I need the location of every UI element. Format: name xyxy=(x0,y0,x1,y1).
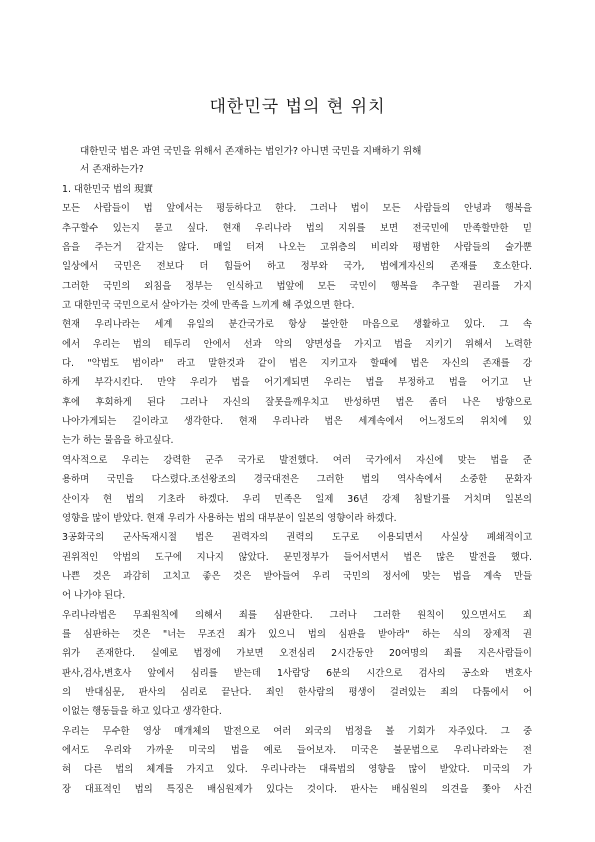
body-line: 고 대한민국 국민으로서 살아가는 것에 만족을 느끼게 해 주었으면 한다. xyxy=(62,300,355,312)
body-line: 산이자 현 법의 기초라 하겠다. 우리 민족은 일제 36년 강제 침탈기를 거치며 일본의 xyxy=(62,493,532,505)
intro-line: 서 존재하는가? xyxy=(80,164,144,175)
body-line: 를 심판하는 것은 "너는 무조건 죄가 있으니 법의 심판을 받아라" 하는 식의 장제적 권 xyxy=(62,628,532,640)
body-line: 나아가게되는 길이라고 생각한다. 현재 우리나라 법은 세계속에서 어느정도의 위치에 있 xyxy=(62,416,532,428)
body-text xyxy=(62,180,532,799)
body-line: 이없는 행동들을 하고 있다고 생각한다. xyxy=(62,706,222,718)
body-line: 에서도 우리와 가까운 미국의 법을 예로 들어보자. 미국은 불문법으로 우리나라와는 전 xyxy=(62,744,532,756)
body-line: 나쁜 것은 과감히 고치고 좋은 것은 받아들여 우리 국민의 정서에 맞는 법을 계속 만들 xyxy=(62,570,532,582)
intro-paragraph xyxy=(80,143,520,179)
body-line: 혀 다른 법의 체계를 가지고 있다. 우리나라는 대륙법의 영향을 많이 받았다. 미국의 가 xyxy=(62,764,532,776)
body-line: 는가 하는 물음을 하고싶다. xyxy=(62,435,174,447)
body-line: 그러한 국민의 외침을 정부는 인식하고 법앞에 모든 국민이 행복을 추구할 권리를 가지 xyxy=(62,280,532,292)
body-line: 에서 우리는 법의 테두리 안에서 선과 악의 양면성을 가지고 법을 지키기 위해서 노력한 xyxy=(62,338,532,350)
body-line: 음을 주는거 같지는 않다. 매일 터져 나오는 고위층의 비리와 평범한 사람들의 술가뿐 xyxy=(62,242,532,254)
body-line: 위가 존재한다. 실예로 법정에 가보면 오전심리 2시간동안 20여명의 죄를 지은사람들이 xyxy=(62,648,532,660)
body-line: 하게 부각시킨다. 만약 우리가 법을 어기게되면 우리는 법을 부정하고 법을 어기고 난 xyxy=(62,377,532,389)
body-line: 우리는 무수한 영상 매개체의 발전으로 여러 외국의 법정을 볼 기회가 자주있다. 그 중 xyxy=(62,725,532,737)
body-line: 장 대표적인 법의 특징은 배심원제가 있다는 것이다. 판사는 배심원의 의견을 쫓아 사건 xyxy=(62,783,532,795)
body-line: 일상에서 국민은 전보다 더 힘들어 하고 정부와 국가, 법에게자신의 존재를 호소한다. xyxy=(62,261,532,273)
body-line: 추구할수 있는지 묻고 싶다. 현재 우리나라 법의 지위를 보면 전국민에 만족할만한 믿 xyxy=(62,222,532,234)
intro-line: 대한민국 법은 과연 국민을 위해서 존재하는 법인가? 아니면 국민을 지배하기 위해 xyxy=(80,146,422,157)
body-line: 현재 우리나라는 세계 유일의 분간국가로 항상 불안한 마음으로 생활하고 있다. 그 속 xyxy=(62,319,532,331)
body-line: 판사,검사,변호사 앞에서 심리를 받는데 1사람당 6분의 시간으로 검사의 공소와 변호사 xyxy=(62,667,532,679)
body-line: 다. "악법도 법이라" 라고 말한것과 같이 법은 지키고자 할때에 법은 자신의 존재를 강 xyxy=(62,358,532,370)
body-line: 3공화국의 군사독재시절 법은 권력자의 권력의 도구로 이용되면서 사실상 폐쇄적이고 xyxy=(62,532,532,544)
body-line: 우리나라법은 무죄원칙에 의해서 죄를 심판한다. 그러나 그러한 원칙이 있으면서도 죄 xyxy=(62,609,532,621)
body-line: 용하며 국민을 다스렸다.조선왕조의 경국대전은 그러한 법의 역사속에서 소중한 문화자 xyxy=(62,474,532,486)
section-heading: 1. 대한민국 법의 現實 xyxy=(62,184,153,195)
body-line: 어 나가야 된다. xyxy=(62,590,126,602)
body-line: 역사적으로 우리는 강력한 군주 국가로 발전했다. 여러 국가에서 자신에 맞는 법을 준 xyxy=(62,454,532,466)
body-line: 모든 사람들이 법 앞에서는 평등하다고 한다. 그러나 법이 모든 사람들의 안녕과 행복을 xyxy=(62,203,532,215)
body-line: 영향을 많이 받았다. 현재 우리가 사용하는 법의 대부분이 일본의 영향이라 하겠다. xyxy=(62,512,397,524)
body-line: 후에 후회하게 된다 그러나 자신의 잘못을깨우치고 반성하면 법은 좀더 나은 방향으로 xyxy=(62,396,532,408)
document-title: 대한민국 법의 현 위치 xyxy=(209,97,386,117)
body-line: 의 반대심문, 판사의 심리로 끝난다. 죄인 한사람의 평생이 걸려있는 죄의 다툼에서 어 xyxy=(62,686,532,698)
body-line: 권위적인 악법의 도구에 지나지 않았다. 문민정부가 들어서면서 법은 많은 발전을 했다. xyxy=(62,551,532,563)
